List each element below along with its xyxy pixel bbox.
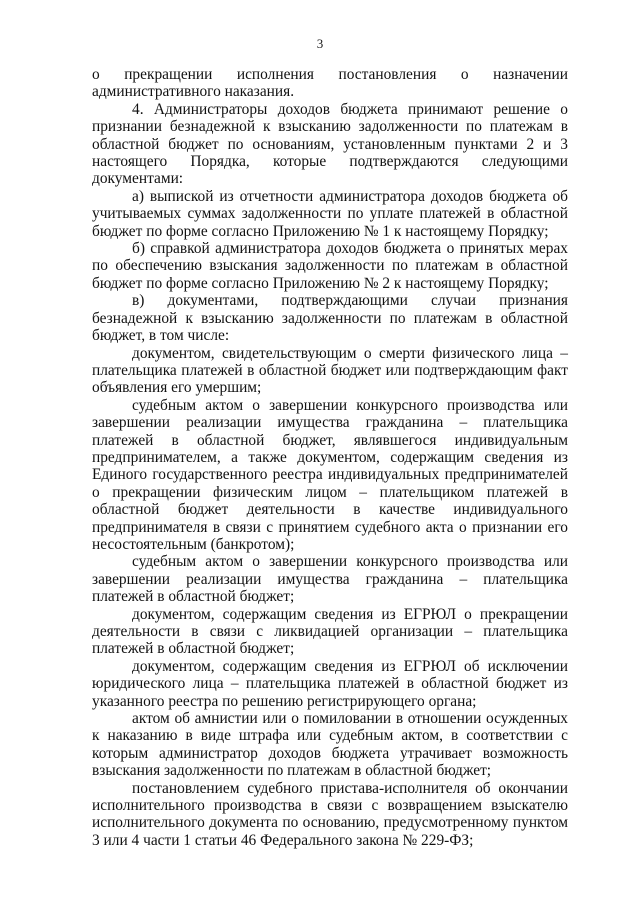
paragraph-egrul-liquidation: документом, содержащим сведения из ЕГРЮЛ о прекращении деятельности в связи с ликвидацией организации – плательщика платежей в областной бюджет; (92, 605, 568, 658)
paragraph-bailiff-resolution: постановлением судебного пристава-исполнителя об окончании исполнительного производства в связи с возвращением взыскателю исполнительного документа по основанию, предусмотренному пунктом 3 или 4 части 1 статьи 46 Федерального закона № 229-ФЗ; (92, 779, 568, 849)
page-number: 3 (316, 36, 324, 51)
paragraph-court-act-citizen: судебным актом о завершении конкурсного производства или завершении реализации имущества гражданина – плательщика платежей в областной бюджет; (92, 553, 568, 606)
paragraph-subitem-a: а) выпиской из отчетности администратора доходов бюджета об учитываемых суммах задолженности по уплате платежей в областной бюджет по форме согласно Приложению № 1 к настоящему Порядку; (92, 187, 568, 240)
paragraph-subitem-b: б) справкой администратора доходов бюджета о принятых мерах по обеспечению взыскания задолженности по платежам в областной бюджет по форме согласно Приложению № 2 к настоящему Порядку; (92, 240, 568, 292)
paragraph-item-4: 4. Администраторы доходов бюджета принимают решение о признании безнадежной к взысканию задолженности по платежам в областной бюджет по основаниям, установленным пунктами 2 и 3 настоящего Порядка, которые подтверждаются следующими документами: (92, 100, 568, 188)
paragraph-egrul-exclusion: документом, содержащим сведения из ЕГРЮЛ об исключении юридического лица – плательщика платежей в областной бюджет из указанного реестра по решению регистрирующего органа; (92, 657, 568, 710)
paragraph-death-document: документом, свидетельствующим о смерти физического лица – плательщика платежей в областной бюджет или подтверждающим факт объявления его умершим; (92, 344, 568, 397)
paragraph-court-act-entrepreneur: судебным актом о завершении конкурсного производства или завершении реализации имущества гражданина – плательщика платежей в областной бюджет, являвшегося индивидуальным предпринимателем, а также документом, содержащим сведения из Единого государственного реестра индивидуальных предпринимателей о прекращении физическим лицом – плательщиком платежей в областной бюджет деятельности в качестве индивидуального предпринимателя в связи с принятием судебного акта о признании его несостоятельным (банкротом); (92, 396, 568, 553)
paragraph-continuation: о прекращении исполнения постановления о назначении административного наказания. (92, 66, 568, 101)
paragraph-amnesty-act: актом об амнистии или о помиловании в отношении осужденных к наказанию в виде штрафа или судебным актом, в соответствии с которым администратор доходов бюджета утрачивает возможность взыскания задолженности по платежам в областной бюджет; (92, 710, 568, 780)
document-body (92, 66, 568, 849)
paragraph-subitem-v: в) документами, подтверждающими случаи признания безнадежной к взысканию задолженности по платежам в областной бюджет, в том числе: (92, 292, 568, 345)
